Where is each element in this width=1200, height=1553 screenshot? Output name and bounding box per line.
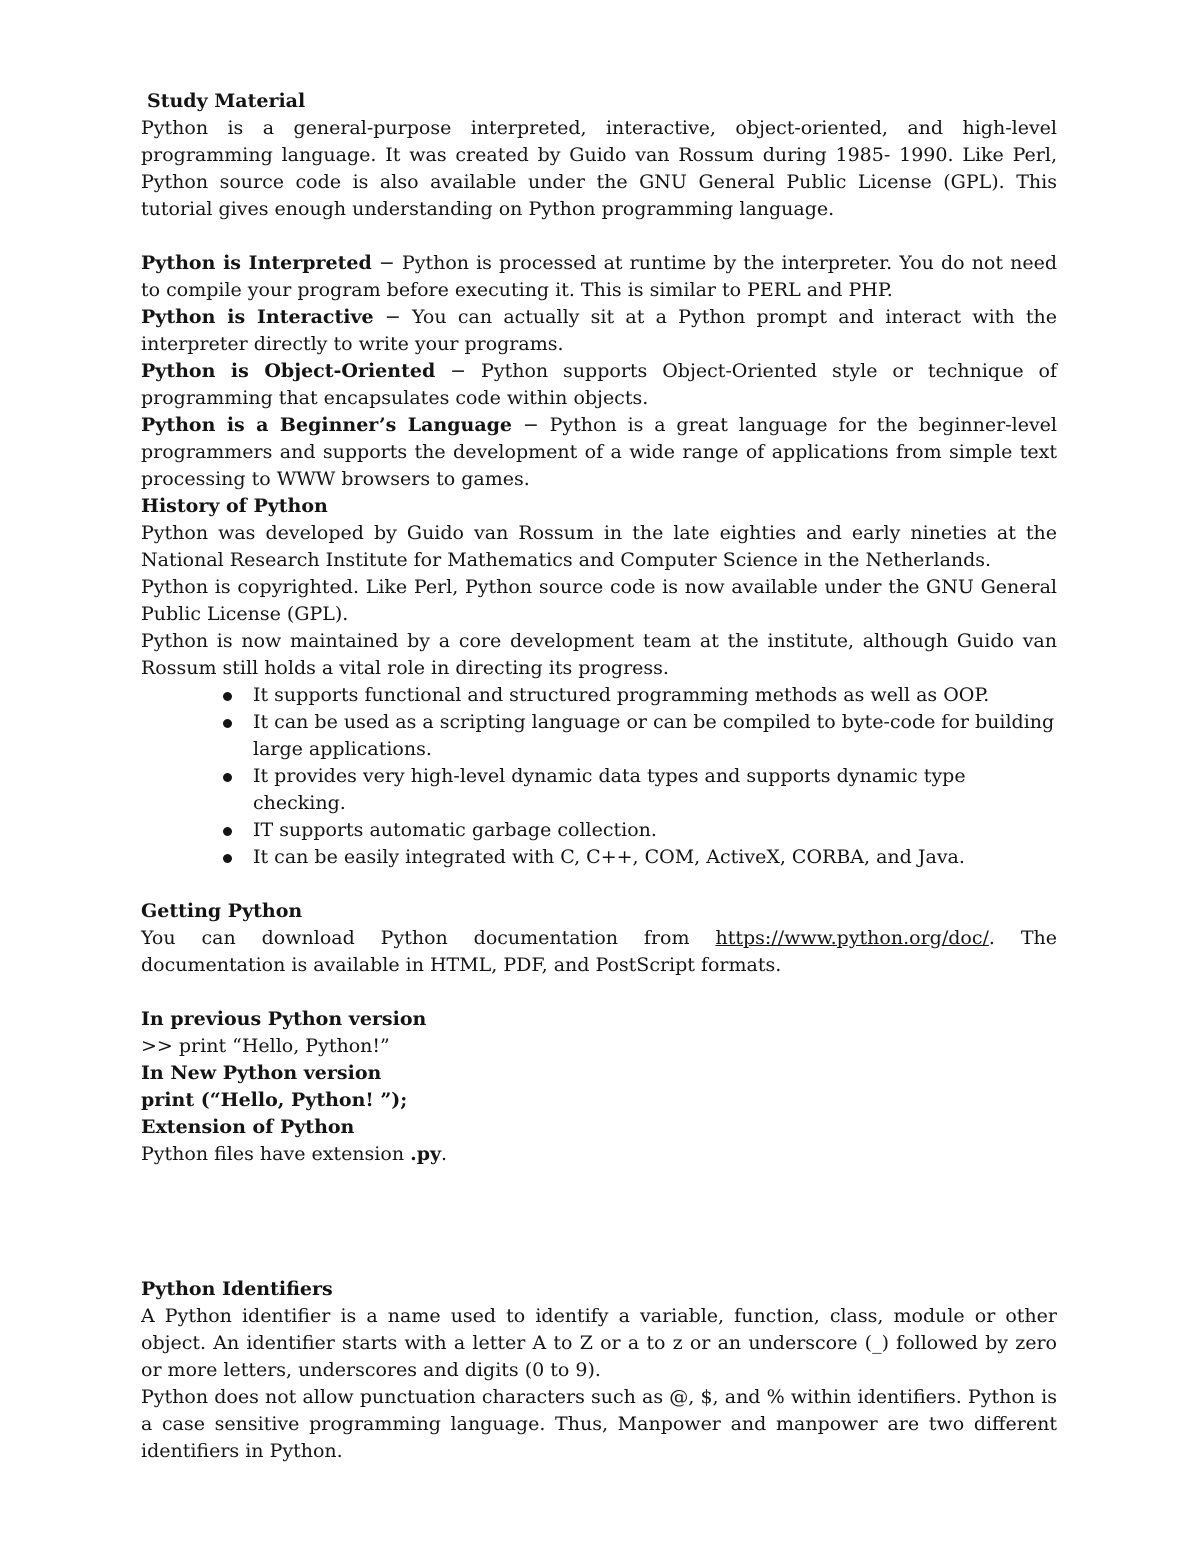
spacer (141, 871, 1057, 898)
feature-desc: − You can actually sit at a Python prompt and interact with the interpreter directly to write your programs. (141, 306, 1057, 355)
python-docs-link[interactable]: https://www.python.org/doc/ (715, 927, 989, 949)
history-paragraph-1: Python was developed by Guido van Rossum in the late eighties and early nineties at the National Research Institute for Mathematics and Computer Science in the Netherlands. (141, 522, 1057, 571)
bullet-icon (223, 854, 232, 863)
bullet-icon (223, 773, 232, 782)
spacer (141, 223, 1057, 250)
new-version-code: print (“Hello, Python! ”); (141, 1089, 408, 1111)
list-item: It can be used as a scripting language or can be compiled to byte-code for building large applications. (253, 709, 1057, 763)
document-title: Study Material (147, 90, 306, 112)
extension-paragraph: Python files have extension .py. (141, 1143, 448, 1165)
feature-desc: − Python supports Object-Oriented style or technique of programming that encapsulates code within objects. (141, 360, 1057, 409)
feature-object-oriented (141, 358, 1057, 412)
prev-version-code: >> print “Hello, Python!” (141, 1035, 390, 1057)
feature-beginner (141, 412, 1057, 493)
bullet-icon (223, 719, 232, 728)
identifiers-heading: Python Identifiers (141, 1278, 333, 1300)
bullet-icon (223, 827, 232, 836)
document-page (141, 88, 1057, 1465)
bullet-icon (223, 692, 232, 701)
feature-term: Python is Interactive (141, 306, 374, 328)
history-heading: History of Python (141, 495, 328, 517)
history-paragraph-3: Python is now maintained by a core development team at the institute, although Guido van Rossum still holds a vital role in directing its progress. (141, 630, 1057, 679)
identifiers-paragraph-2: Python does not allow punctuation characters such as @, $, and % within identifiers. Python is a case sensitive programming language. Thus, Manpower and manpower are two different identifiers in Python. (141, 1386, 1057, 1462)
getting-heading: Getting Python (141, 900, 303, 922)
feature-desc: − Python is processed at runtime by the interpreter. You do not need to compile your program before executing it. This is similar to PERL and PHP. (141, 252, 1057, 301)
prev-version-heading: In previous Python version (141, 1008, 427, 1030)
feature-desc: − Python is a great language for the beginner-level programmers and supports the development of a wide range of applications from simple text processing to WWW browsers to games. (141, 414, 1057, 490)
spacer (141, 1168, 1057, 1276)
new-version-heading: In New Python version (141, 1062, 382, 1084)
getting-paragraph: You can download Python documentation from https://www.python.org/doc/. The documentation is available in HTML, PDF, and PostScript formats. (141, 927, 1058, 976)
spacer (141, 979, 1057, 1006)
extension-value: .py (410, 1143, 442, 1165)
feature-term: Python is Interpreted (141, 252, 372, 274)
list-item: IT supports automatic garbage collection. (253, 817, 1057, 844)
feature-interpreted (141, 250, 1057, 304)
list-item: It can be easily integrated with C, C++, COM, ActiveX, CORBA, and Java. (253, 844, 1057, 871)
list-item: It supports functional and structured programming methods as well as OOP. (253, 682, 1057, 709)
identifiers-paragraph-1: A Python identifier is a name used to identify a variable, function, class, module or other object. An identifier starts with a letter A to Z or a to z or an underscore (_) followed by zero or more letters, underscores and digits (0 to 9). (141, 1305, 1057, 1381)
list-item: It provides very high-level dynamic data types and supports dynamic type checking. (253, 763, 1057, 817)
extension-heading: Extension of Python (141, 1116, 355, 1138)
feature-interactive (141, 304, 1057, 358)
intro-paragraph: Python is a general-purpose interpreted, interactive, object-oriented, and high-level programming language. It was created by Guido van Rossum during 1985- 1990. Like Perl, Python source code is also available under the GNU General Public License (GPL). This tutorial gives enough understanding on Python programming language. (141, 117, 1057, 220)
feature-bullet-list (141, 682, 1057, 871)
feature-term: Python is a Beginner’s Language (141, 414, 513, 436)
feature-term: Python is Object-Oriented (141, 360, 436, 382)
history-paragraph-2: Python is copyrighted. Like Perl, Python source code is now available under the GNU General Public License (GPL). (141, 576, 1057, 625)
